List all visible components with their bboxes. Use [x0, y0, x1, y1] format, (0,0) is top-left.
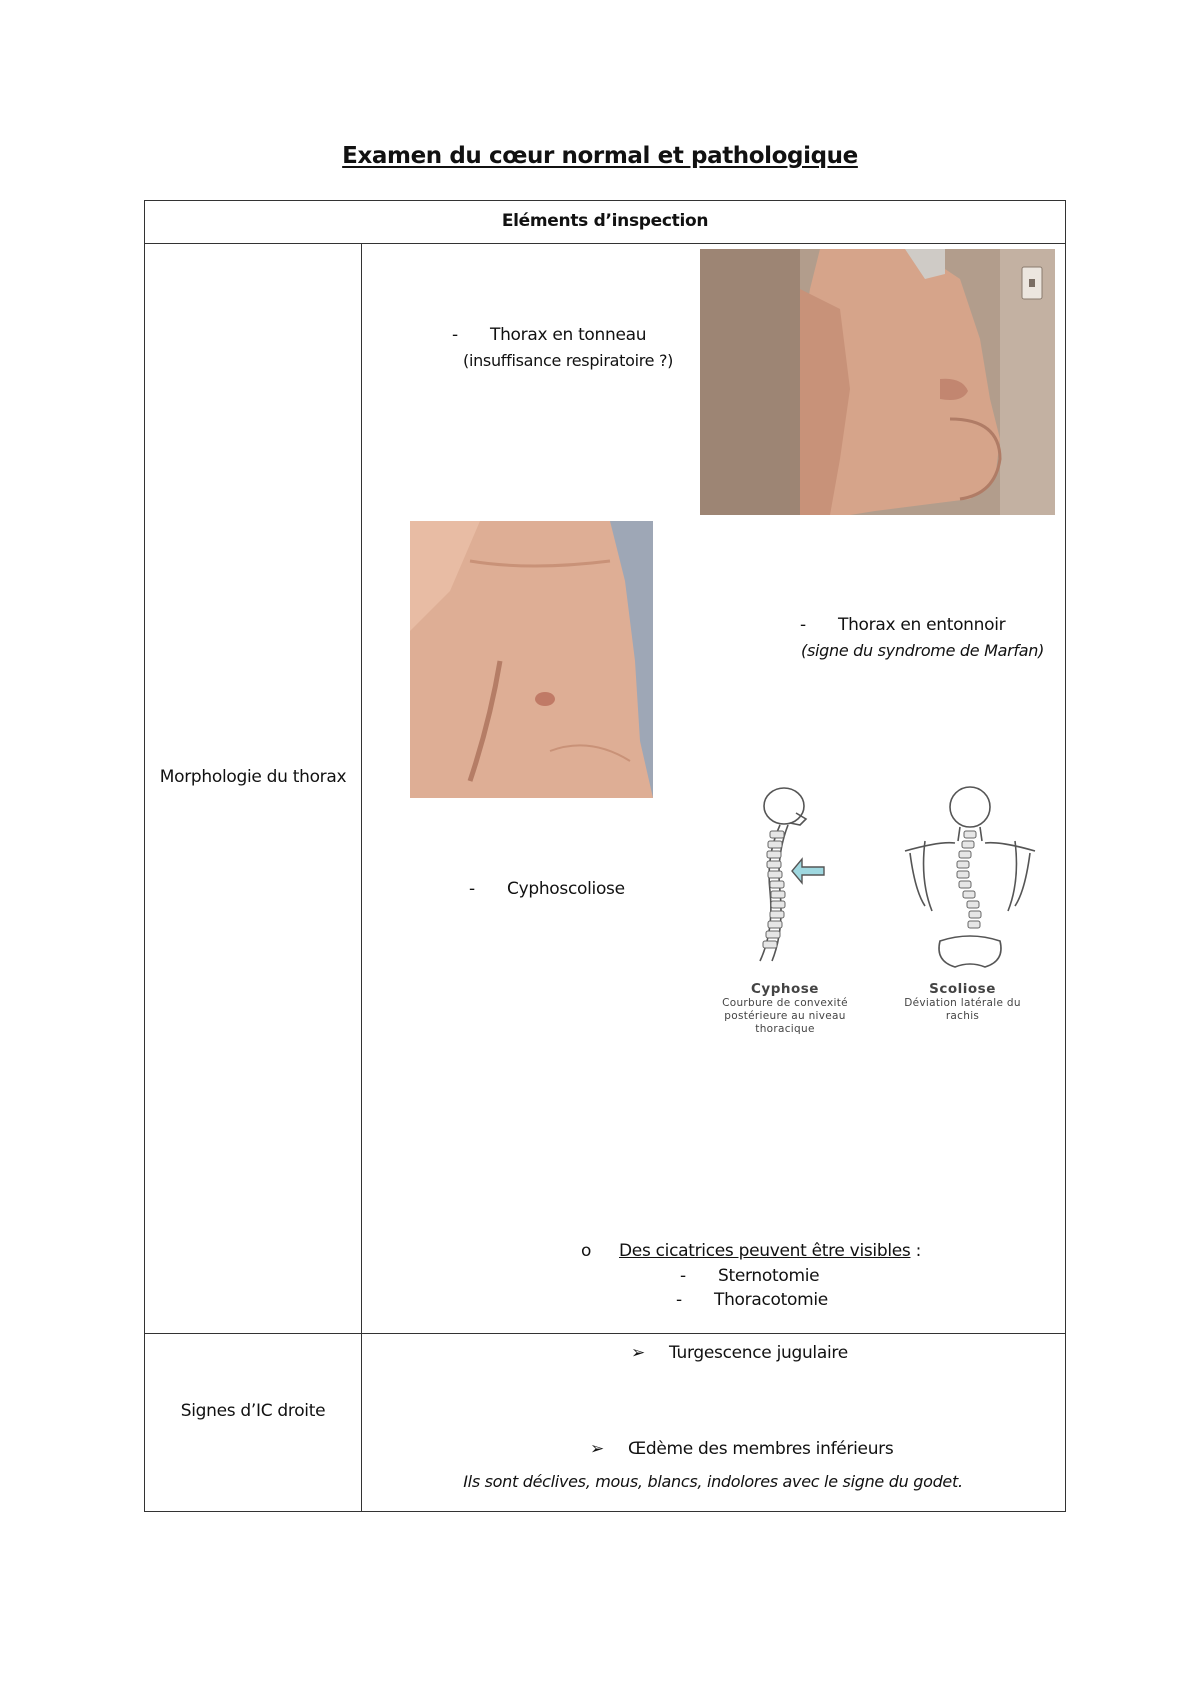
header-divider	[145, 243, 1065, 244]
dash-marker: -	[680, 1266, 686, 1286]
arrow-icon	[792, 859, 824, 883]
list-item-sternotomie	[680, 1266, 819, 1286]
item-note: (insuffisance respiratoire ?)	[463, 351, 674, 370]
scoliose-caption	[885, 981, 1040, 1023]
item-text: Thorax en tonneau	[490, 325, 647, 345]
pectus-excavatum-photo	[410, 521, 653, 798]
cyphose-desc: thoracique	[755, 1023, 815, 1035]
item-text: Des cicatrices peuvent être visibles	[619, 1241, 911, 1261]
scoliose-desc: Déviation latérale du	[904, 997, 1021, 1009]
list-item-thorax-tonneau	[452, 325, 646, 345]
row-divider	[145, 1333, 1065, 1334]
item-text: Thorax en entonnoir	[838, 615, 1006, 635]
item-text: Œdème des membres inférieurs	[628, 1439, 894, 1459]
list-item-thorax-entonnoir	[800, 615, 1005, 635]
list-item-oedeme	[590, 1439, 893, 1459]
cyphose-desc: Courbure de convexité	[722, 997, 848, 1009]
item-suffix: :	[910, 1241, 922, 1261]
spine-figure	[700, 781, 1040, 1046]
item-note: Ils sont déclives, mous, blancs, indolores avec le signe du godet.	[463, 1472, 963, 1491]
spine-drawing	[700, 781, 1040, 991]
item-note: (signe du syndrome de Marfan)	[801, 641, 1045, 660]
dash-marker: -	[452, 325, 458, 345]
column-divider	[361, 243, 362, 1511]
barrel-chest-photo	[700, 249, 1055, 515]
item-text: Sternotomie	[718, 1266, 820, 1286]
dash-marker: -	[800, 615, 806, 635]
circle-marker: o	[581, 1241, 592, 1261]
cyphose-title: Cyphose	[751, 981, 819, 997]
item-text: Turgescence jugulaire	[669, 1343, 848, 1363]
scoliose-title: Scoliose	[929, 981, 996, 997]
page-title: Examen du cœur normal et pathologique	[342, 143, 858, 169]
item-text: Thoracotomie	[714, 1290, 828, 1310]
table-header: Eléments d’inspection	[501, 211, 709, 231]
row-label-morphologie: Morphologie du thorax	[159, 767, 347, 787]
arrow-marker: ➢	[631, 1343, 645, 1363]
list-item-thoracotomie	[676, 1290, 828, 1310]
dash-marker: -	[469, 879, 475, 899]
list-item-turgescence	[631, 1343, 848, 1363]
list-item-scars	[581, 1241, 921, 1261]
scoliose-desc: rachis	[945, 1010, 980, 1022]
list-item-cyphoscoliose	[469, 879, 625, 899]
arrow-marker: ➢	[590, 1439, 604, 1459]
row-label-ic-droite: Signes d’IC droite	[180, 1401, 326, 1421]
cyphose-desc: postérieure au niveau	[724, 1010, 846, 1022]
inspection-table	[144, 200, 1066, 1512]
dash-marker: -	[676, 1290, 682, 1310]
cyphose-caption	[700, 981, 870, 1036]
item-text: Cyphoscoliose	[507, 879, 625, 899]
